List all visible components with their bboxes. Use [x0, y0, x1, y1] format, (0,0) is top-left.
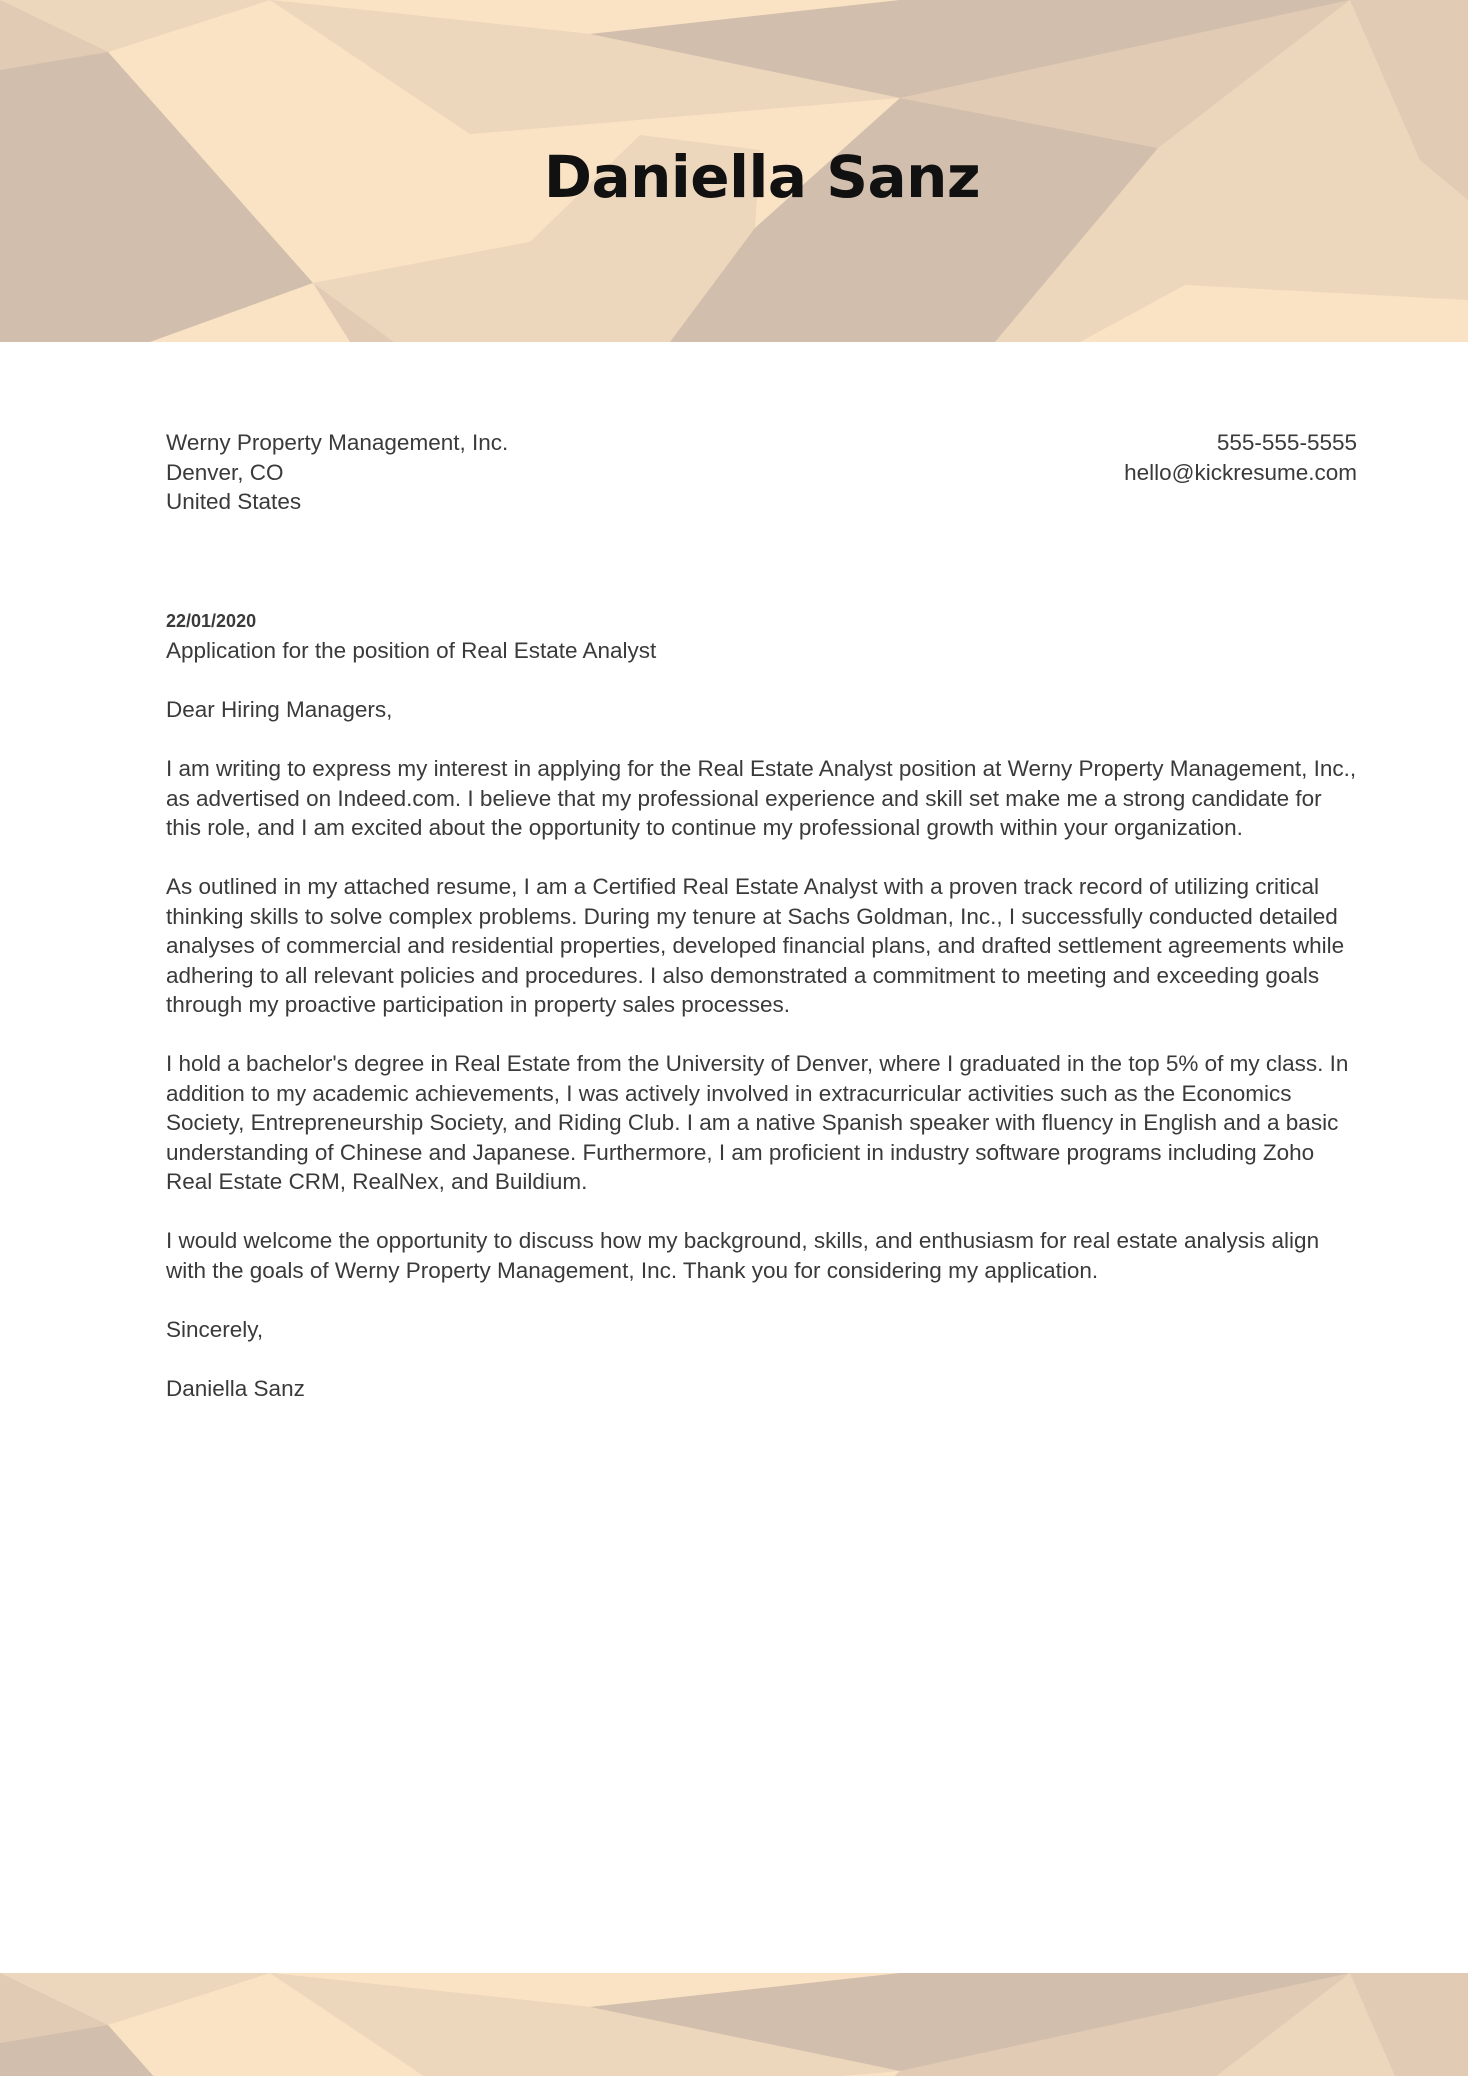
- sender-phone: 555-555-5555: [1216, 430, 1357, 455]
- sender-email: hello@kickresume.com: [1124, 459, 1357, 485]
- recipient-company: Werny Property Management, Inc.: [166, 430, 509, 455]
- polygon-pattern-footer: [0, 1973, 1468, 2076]
- footer-decorative-band: [0, 1973, 1468, 2076]
- page-title: Daniella Sanz: [543, 143, 981, 211]
- recipient-address: [166, 428, 508, 517]
- letter-paragraph-2: As outlined in my attached resume, I am a Certified Real Estate Analyst with a proven track record of utilizing critical thinking skills to solve complex problems. During my tenure at Sachs Goldman, Inc., I successfully conducted detailed analyses of commercial and residential properties, developed financial plans, and drafted settlement agreements while adhering to all relevant policies and procedures. I also demonstrated a commitment to meeting and exceeding goals through my proactive participation in property sales processes.: [166, 874, 1345, 1017]
- letter-signature: Daniella Sanz: [166, 1375, 305, 1401]
- letter-paragraph-1: I am writing to express my interest in applying for the Real Estate Analyst position at Werny Property Management, Inc., as advertised on Indeed.com. I believe that my professional experience and skill set make me a strong candidate for this role, and I am excited about the opportunity to continue my professional growth within your organization.: [166, 756, 1357, 840]
- letter-body: [166, 606, 1361, 1403]
- letter-date: 22/01/2020: [166, 611, 257, 631]
- recipient-country: United States: [166, 489, 302, 514]
- letter-greeting: Dear Hiring Managers,: [166, 697, 393, 722]
- header-decorative-band: [0, 0, 1468, 342]
- letter-closing: Sincerely,: [166, 1316, 264, 1342]
- letter-paragraph-4: I would welcome the opportunity to discuss how my background, skills, and enthusiasm for real estate analysis align with the goals of Werny Property Management, Inc. Thank you for considering my application.: [166, 1228, 1320, 1283]
- letter-subject: Application for the position of Real Estate Analyst: [166, 638, 657, 663]
- sender-contact: [1124, 428, 1357, 487]
- letter-paragraph-3: I hold a bachelor's degree in Real Estate from the University of Denver, where I graduated in the top 5% of my class. In addition to my academic achievements, I was actively involved in extracurricular activities such as the Economics Society, Entrepreneurship Society, and Riding Club. I am a native Spanish speaker with fluency in English and a basic understanding of Chinese and Japanese. Furthermore, I am proficient in industry software programs including Zoho Real Estate CRM, RealNex, and Buildium.: [166, 1051, 1349, 1194]
- recipient-city: Denver, CO: [166, 459, 284, 485]
